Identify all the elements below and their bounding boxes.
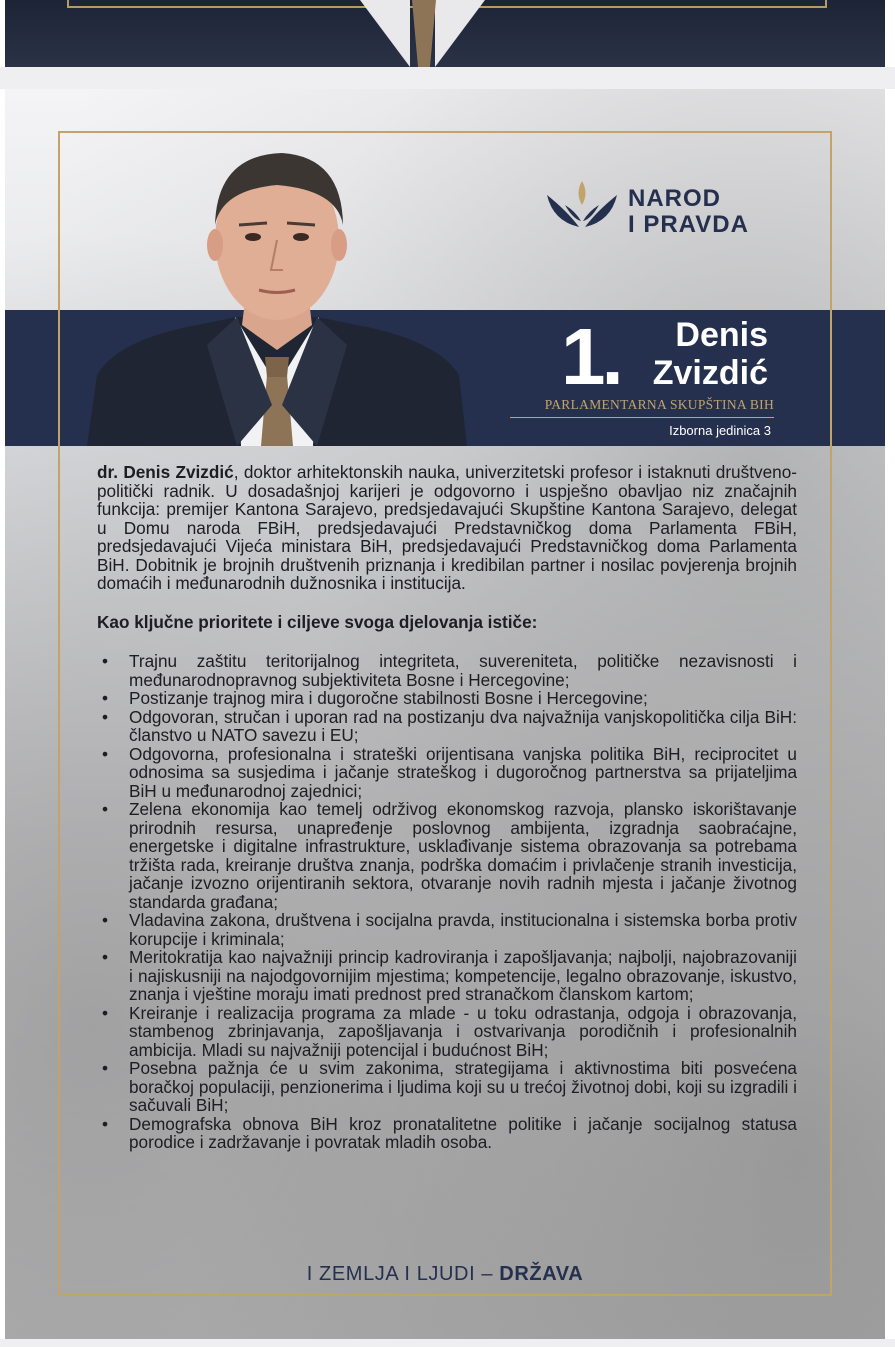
flyer-body (97, 463, 797, 1152)
priority-item: • Vladavina zakona, društvena i socijalna pravda, institucionalna i sistemska borba protiv korupcije i kriminala; (97, 911, 797, 948)
priority-item: • Meritokratija kao najvažniji princip kadroviranja i zapošljavanja; najbolji, najobrazovaniji i najiskusniji na najodgovornijim mjestima; kompetencije, legalno obrazovanje, iskustvo, znanja i vještine moraju imati prednost pred stranačkom članskom kartom; (97, 948, 797, 1004)
intro-paragraph (97, 463, 797, 593)
shirt-collar-left (360, 0, 410, 67)
priority-item: • Kreiranje i realizacija programa za mlade - u toku odrastanja, odgoja i obrazovanja, stambenog zbrinjavanja, zapošljavanja i ostvarivanja porodičnih i profesionalnih ambicija. Mladi su najvažniji potencijal i budućnost BiH; (97, 1004, 797, 1060)
campaign-flyer (5, 89, 885, 1339)
page-gap (0, 67, 895, 89)
intro-text: , doktor arhitektonskih nauka, univerzitetski profesor i istaknuti društveno-politički radnik. U dosadašnjoj karijeri je odgovorno i uspješno obavljao niz značajnih funkcija: premijer Kantona Sarajevo, predsjedavajući Skupštine Kantona Sarajevo, delegat u Domu naroda FBiH, predsjedavajući Predstavničkog doma Parlamenta FBiH, predsjedavajući Vijeća ministara BiH, predsjedavajući Predstavničkog doma Parlamenta BiH. Dobitnik je brojnih društvenih priznanja i kredibilan partner i nosilac povjerenja brojnih domaćih i međunarodnih dužnosnika i institucija. (97, 462, 797, 593)
priority-item: • Odgovoran, stručan i uporan rad na postizanju dva najvažnija vanjskopolitička cilja BiH: članstvo u NATO savezu i EU; (97, 708, 797, 745)
priorities-list (97, 652, 797, 1152)
candidate-first-name: Denis (675, 316, 768, 354)
candidate-office: PARLAMENTARNA SKUPŠTINA BIH (544, 397, 774, 412)
page-bottom-gap (0, 1339, 895, 1347)
priority-item: • Posebna pažnja će u svim zakonima, strategijama i aktivnostima biti posvećena boračkoj populaciji, penzionerima i ljudima koji su u trećoj životnoj dobi, koji su izgradili i sačuvali BiH; (97, 1059, 797, 1115)
office-divider (510, 417, 774, 418)
priority-item: • Demografska obnova BiH kroz pronatalitetne politike i jačanje socijalnog statusa porodice i zadržavanje i povratak mladih osoba. (97, 1115, 797, 1152)
previous-flyer-strip (5, 0, 885, 67)
slogan (5, 1263, 885, 1286)
slogan-part2: DRŽAVA (499, 1263, 584, 1285)
priority-item: • Postizanje trajnog mira i dugoročne stabilnosti Bosne i Hercegovine; (97, 689, 797, 708)
priorities-title: Kao ključne prioritete i ciljeve svoga djelovanja ističe: (97, 611, 538, 632)
intro-name: dr. Denis Zvizdić (97, 462, 234, 482)
party-name-line1: NAROD (628, 185, 721, 212)
priority-item: • Odgovorna, profesionalna i strateški orijentisana vanjska politika BiH, reciprocitet u odnosima sa susjedima i jačanje strateškog i dugoročnog partnerstva sa prijateljima BiH u međunarodnoj zajednici; (97, 745, 797, 801)
candidate-number: 1. (561, 312, 620, 401)
priority-item: • Trajnu zaštitu teritorijalnog integriteta, suvereniteta, političke nezavisnosti i međunarodnopravnog subjektiviteta Bosne i Hercegovine; (97, 652, 797, 689)
priority-item: • Zelena ekonomija kao temelj održivog ekonomskog razvoja, plansko iskorištavanje prirodnih resursa, unapređenje poslovnog ambijenta, izgradnja saobraćajne, energetske i digitalne infrastrukture, usklađivanje sistema obrazovanja sa potrebama tržišta rada, kreiranje društva znanja, podrška domaćim i privlačenje stranih investicija, jačanje izvozno orijentiranih sektora, otvaranje novih radnih mjesta i jačanje životnog standarda građana; (97, 800, 797, 911)
candidate-portrait (87, 145, 467, 446)
shirt-collar-right (435, 0, 485, 67)
party-name-line2: I PRAVDA (628, 211, 749, 238)
party-name (628, 186, 749, 238)
candidate-last-name: Zvizdić (652, 354, 768, 392)
electoral-unit: Izborna jedinica 3 (669, 423, 771, 438)
slogan-part1: I ZEMLJA I LJUDI – (306, 1263, 500, 1285)
